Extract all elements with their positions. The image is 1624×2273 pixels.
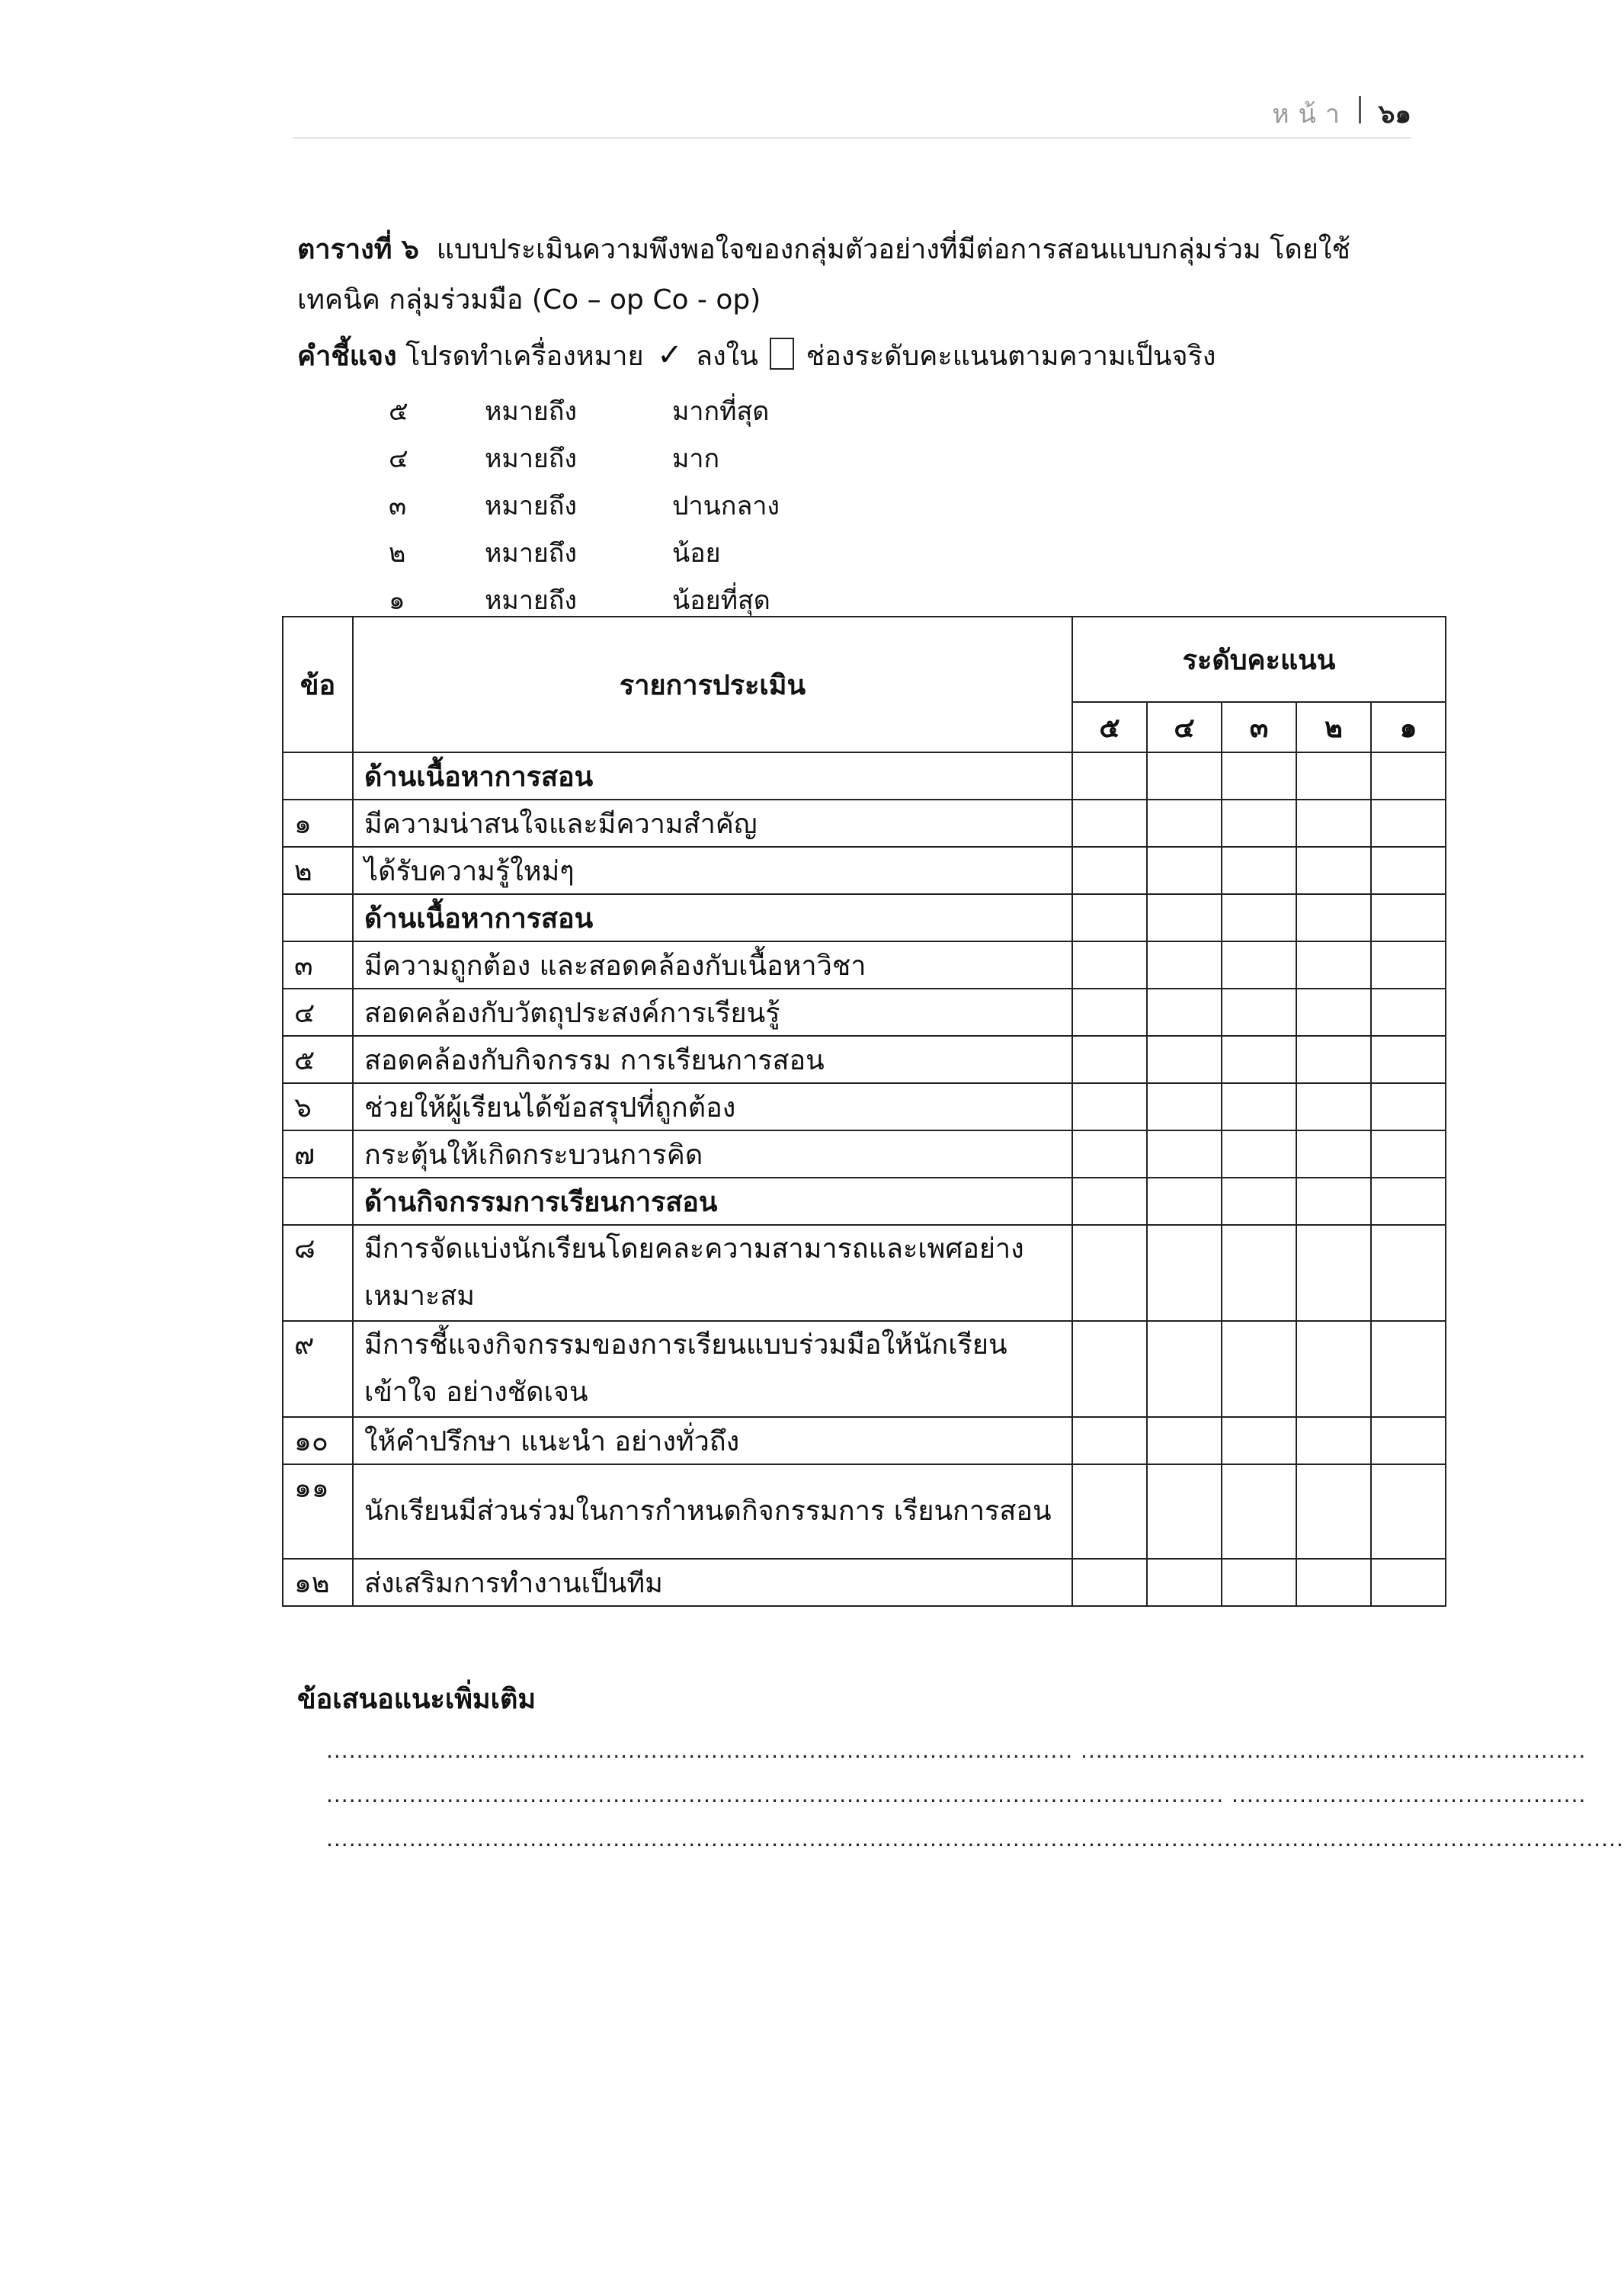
table-row (283, 1464, 1446, 1559)
scale-legend (389, 383, 922, 619)
item-text: มีการชี้แจงกิจกรรมของการเรียนแบบร่วมมือให้นักเรียนเข้าใจ อย่างชัดเจน (353, 1321, 1072, 1417)
rating-cell[interactable] (1222, 989, 1296, 1036)
row-number: ๑๒ (283, 1559, 353, 1606)
row-number: ๔ (283, 989, 353, 1036)
scale-means: หมายถึง (485, 396, 578, 427)
section-heading: ด้านกิจกรรมการเรียนการสอน (353, 1178, 1072, 1225)
rating-cell[interactable] (1371, 1178, 1446, 1225)
suggestions-title: ข้อเสนอแนะเพิ่มเติม (297, 1684, 537, 1715)
rating-cell[interactable] (1147, 847, 1222, 894)
rating-cell[interactable] (1147, 800, 1222, 847)
rating-cell[interactable] (1296, 1130, 1371, 1178)
rating-cell[interactable] (1072, 989, 1147, 1036)
rating-cell[interactable] (1222, 800, 1296, 847)
item-text: สอดคล้องกับกิจกรรม การเรียนการสอน (353, 1036, 1072, 1083)
scale-description: ปานกลาง (672, 491, 780, 521)
rating-cell[interactable] (1072, 847, 1147, 894)
rating-cell[interactable] (1072, 894, 1147, 941)
table-row (283, 800, 1446, 847)
header-no: ข้อ (283, 617, 353, 752)
rating-cell[interactable] (1147, 1321, 1222, 1417)
instruction (297, 332, 1410, 380)
rating-cell[interactable] (1072, 1130, 1147, 1178)
row-number: ๙ (283, 1321, 353, 1417)
rating-cell[interactable] (1371, 1559, 1446, 1606)
scale-row (389, 524, 922, 572)
row-number: ๑ (283, 800, 353, 847)
rating-cell[interactable] (1222, 894, 1296, 941)
rating-cell[interactable] (1072, 1321, 1147, 1417)
page-separator (1359, 96, 1361, 123)
row-number: ๘ (283, 1225, 353, 1321)
page-number: ๖๑ (1378, 99, 1411, 130)
rating-cell[interactable] (1371, 1321, 1446, 1417)
level-header: ๕ (1072, 702, 1147, 752)
row-number: ๖ (283, 1083, 353, 1130)
row-number (283, 1178, 353, 1225)
scale-means: หมายถึง (485, 444, 578, 474)
row-number: ๗ (283, 1130, 353, 1178)
table-row (283, 1225, 1446, 1321)
header-item: รายการประเมิน (353, 617, 1072, 752)
header-row (283, 617, 1446, 702)
suggestion-line[interactable]: ................................................................................................... ................................................................... (326, 1738, 1587, 1763)
rating-cell[interactable] (1371, 1036, 1446, 1083)
page-label: หน้า (1272, 99, 1349, 130)
rating-cell[interactable] (1222, 1225, 1296, 1321)
scale-description: มาก (672, 444, 720, 474)
item-text: มีการจัดแบ่งนักเรียนโดยคละความสามารถและเพศอย่าง เหมาะสม (353, 1225, 1072, 1321)
scale-row (389, 572, 922, 619)
level-header: ๔ (1147, 702, 1222, 752)
row-number (283, 752, 353, 800)
rating-cell[interactable] (1222, 1036, 1296, 1083)
rating-cell[interactable] (1296, 989, 1371, 1036)
rating-cell[interactable] (1147, 1130, 1222, 1178)
rating-cell[interactable] (1147, 1178, 1222, 1225)
row-number (283, 894, 353, 941)
table-row (283, 1417, 1446, 1464)
item-text: ได้รับความรู้ใหม่ๆ (353, 847, 1072, 894)
row-number: ๕ (283, 1036, 353, 1083)
table-row (283, 1130, 1446, 1178)
row-number: ๑๐ (283, 1417, 353, 1464)
rating-cell[interactable] (1371, 1130, 1446, 1178)
rating-cell[interactable] (1296, 894, 1371, 941)
rating-cell[interactable] (1147, 1464, 1222, 1559)
instruction-text-after: ช่องระดับคะแนนตามความเป็นจริง (806, 341, 1216, 372)
rating-cell[interactable] (1147, 941, 1222, 989)
rating-cell[interactable] (1222, 941, 1296, 989)
row-number: ๓ (283, 941, 353, 989)
scale-row (389, 430, 922, 477)
scale-description: น้อยที่สุด (672, 585, 770, 616)
scale-number: ๕ (389, 396, 408, 427)
rating-cell[interactable] (1296, 800, 1371, 847)
rating-cell[interactable] (1222, 1559, 1296, 1606)
rating-cell[interactable] (1371, 941, 1446, 989)
item-text: กระตุ้นให้เกิดกระบวนการคิด (353, 1130, 1072, 1178)
rating-cell[interactable] (1371, 752, 1446, 800)
rating-cell[interactable] (1296, 1417, 1371, 1464)
table-row (283, 989, 1446, 1036)
suggestion-line[interactable]: ....................................................................................................................... ............................................... (326, 1782, 1587, 1807)
rating-cell[interactable] (1072, 752, 1147, 800)
caption-label: ตารางที่ ๖ (297, 234, 419, 265)
rating-cell[interactable] (1222, 1321, 1296, 1417)
scale-description: มากที่สุด (672, 396, 770, 427)
rating-cell[interactable] (1072, 1225, 1147, 1321)
scale-description: น้อย (672, 538, 721, 569)
rating-cell[interactable] (1371, 847, 1446, 894)
rating-cell[interactable] (1072, 1559, 1147, 1606)
table-row (283, 894, 1446, 941)
rating-cell[interactable] (1371, 989, 1446, 1036)
scale-number: ๔ (389, 444, 408, 474)
rating-cell[interactable] (1371, 800, 1446, 847)
scale-means: หมายถึง (485, 538, 578, 569)
rating-cell[interactable] (1147, 989, 1222, 1036)
rating-cell[interactable] (1296, 941, 1371, 989)
evaluation-table (282, 616, 1446, 1607)
table-row (283, 1178, 1446, 1225)
rating-cell[interactable] (1371, 1464, 1446, 1559)
row-number: ๒ (283, 847, 353, 894)
rating-cell[interactable] (1371, 1417, 1446, 1464)
scale-means: หมายถึง (485, 491, 578, 521)
rating-cell[interactable] (1147, 1559, 1222, 1606)
rating-cell[interactable] (1296, 1083, 1371, 1130)
rating-cell[interactable] (1296, 1178, 1371, 1225)
rating-cell[interactable] (1147, 1083, 1222, 1130)
table-caption (297, 225, 1410, 325)
table-row (283, 941, 1446, 989)
instruction-label: คำชี้แจง (297, 341, 397, 372)
header-scale: ระดับคะแนน (1072, 617, 1446, 702)
table-row (283, 752, 1446, 800)
rating-cell[interactable] (1296, 1559, 1371, 1606)
instruction-text-middle: ลงใน (696, 341, 758, 372)
table-row (283, 1036, 1446, 1083)
rating-cell[interactable] (1072, 1417, 1147, 1464)
item-text: นักเรียนมีส่วนร่วมในการกำหนดกิจกรรมการ เรียนการสอน (353, 1464, 1072, 1559)
item-text: มีความถูกต้อง และสอดคล้องกับเนื้อหาวิชา (353, 941, 1072, 989)
suggestion-line[interactable]: ............................................................................................................................................................................ (326, 1826, 1624, 1851)
section-heading: ด้านเนื้อหาการสอน (353, 752, 1072, 800)
rating-cell[interactable] (1222, 1464, 1296, 1559)
rating-cell[interactable] (1371, 894, 1446, 941)
rating-cell[interactable] (1371, 1083, 1446, 1130)
rating-cell[interactable] (1296, 1321, 1371, 1417)
rating-cell[interactable] (1296, 1464, 1371, 1559)
rating-cell[interactable] (1147, 894, 1222, 941)
checkbox-icon (770, 338, 794, 370)
rating-cell[interactable] (1072, 800, 1147, 847)
rating-cell[interactable] (1147, 1036, 1222, 1083)
rating-cell[interactable] (1296, 1225, 1371, 1321)
rating-cell[interactable] (1072, 941, 1147, 989)
caption-text: แบบประเมินความพึงพอใจของกลุ่มตัวอย่างที่มีต่อการสอนแบบกลุ่มร่วม โดยใช้เทคนิค กลุ่มร่วมมือ (Co – op Co - op) (297, 234, 1350, 316)
item-text: ส่งเสริมการทำงานเป็นทีม (353, 1559, 1072, 1606)
item-text: ช่วยให้ผู้เรียนได้ข้อสรุปที่ถูกต้อง (353, 1083, 1072, 1130)
rating-cell[interactable] (1147, 1417, 1222, 1464)
checkmark-icon: ✓ (657, 338, 683, 373)
instruction-text-before: โปรดทำเครื่องหมาย (405, 341, 644, 372)
rating-cell[interactable] (1072, 1036, 1147, 1083)
scale-number: ๓ (389, 491, 407, 521)
scale-row (389, 383, 922, 430)
scale-number: ๒ (389, 538, 406, 569)
rating-cell[interactable] (1296, 1036, 1371, 1083)
level-header: ๑ (1371, 702, 1446, 752)
item-text: ให้คำปรึกษา แนะนำ อย่างทั่วถึง (353, 1417, 1072, 1464)
level-header: ๒ (1296, 702, 1371, 752)
scale-means: หมายถึง (485, 585, 578, 616)
table-row (283, 1321, 1446, 1417)
row-number: ๑๑ (283, 1464, 353, 1559)
rating-cell[interactable] (1072, 1083, 1147, 1130)
rating-cell[interactable] (1222, 752, 1296, 800)
scale-number: ๑ (389, 585, 405, 616)
rating-cell[interactable] (1072, 1464, 1147, 1559)
rating-cell[interactable] (1222, 847, 1296, 894)
rating-cell[interactable] (1296, 752, 1371, 800)
scale-row (389, 477, 922, 524)
item-text: สอดคล้องกับวัตถุประสงค์การเรียนรู้ (353, 989, 1072, 1036)
table-row (283, 1559, 1446, 1606)
rating-cell[interactable] (1147, 1225, 1222, 1321)
rating-cell[interactable] (1222, 1417, 1296, 1464)
rating-cell[interactable] (1072, 1178, 1147, 1225)
rating-cell[interactable] (1222, 1083, 1296, 1130)
rating-cell[interactable] (1371, 1225, 1446, 1321)
rating-cell[interactable] (1296, 847, 1371, 894)
rating-cell[interactable] (1222, 1178, 1296, 1225)
page-header (293, 90, 1411, 139)
rating-cell[interactable] (1147, 752, 1222, 800)
section-heading: ด้านเนื้อหาการสอน (353, 894, 1072, 941)
table-row (283, 847, 1446, 894)
item-text: มีความน่าสนใจและมีความสำคัญ (353, 800, 1072, 847)
table-row (283, 1083, 1446, 1130)
level-header: ๓ (1222, 702, 1296, 752)
rating-cell[interactable] (1222, 1130, 1296, 1178)
